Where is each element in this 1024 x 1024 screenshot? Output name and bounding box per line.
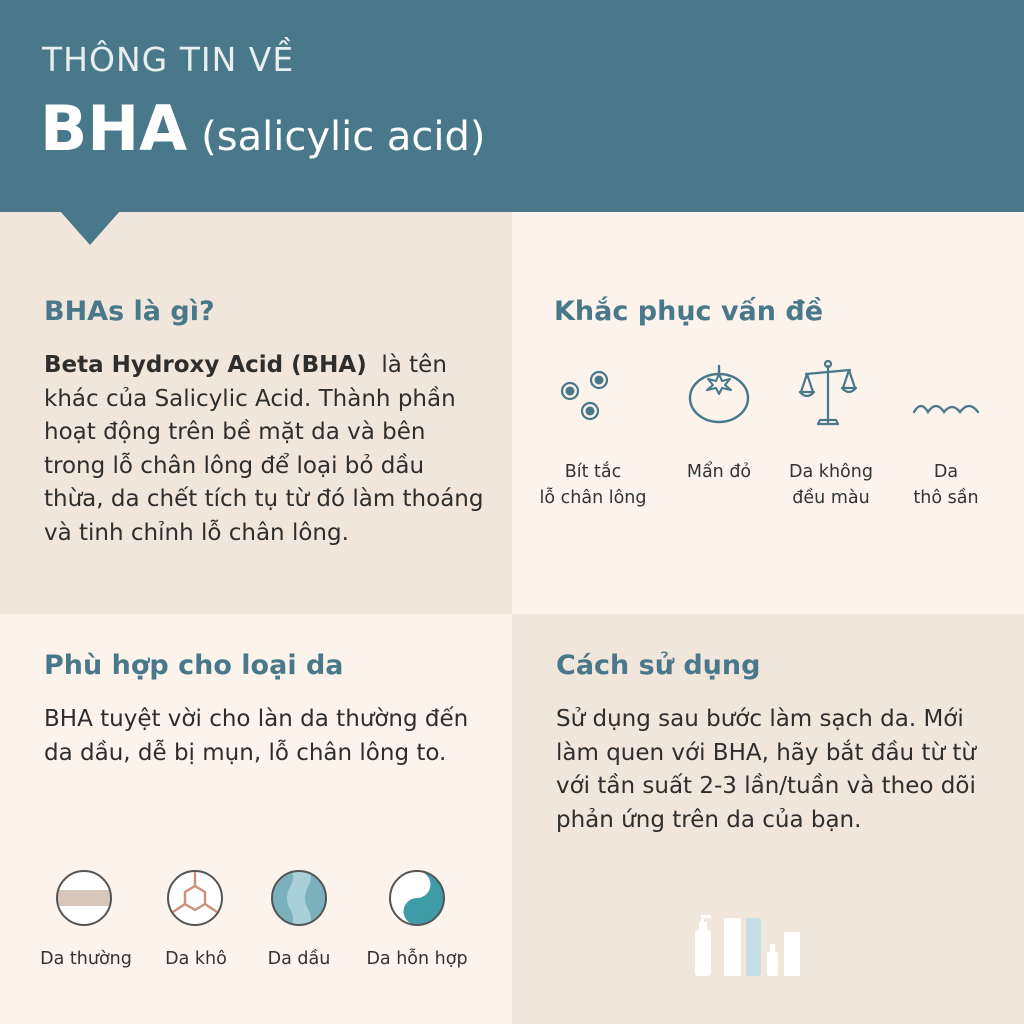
clogged-pores-icon (557, 367, 617, 427)
header-subtitle: THÔNG TIN VỀ (42, 40, 295, 79)
tomato-icon (686, 362, 752, 426)
section-problems (512, 212, 1024, 614)
what-is-bold-term: Beta Hydroxy Acid (BHA) (44, 352, 367, 378)
dry-skin-icon (164, 867, 226, 929)
skin-types-title: Phù hợp cho loại da (44, 650, 344, 681)
header-banner (0, 0, 1024, 212)
usage-text: Sử dụng sau bước làm sạch da. Mới làm quen với BHA, hãy bắt đầu từ từ với tần suất 2-3 lần/tuần và theo dõi phản ứng trên da của bạn. (556, 706, 976, 833)
problem-label-redness: Mẩn đỏ (686, 462, 752, 482)
skin-label-oily: Da dầu (267, 949, 331, 969)
skin-label-dry: Da khô (165, 949, 227, 969)
what-is-body: là tên khác của Salicylic Acid. Thành phần hoạt động trên bề mặt da và bên trong lỗ chân lông để loại bỏ dầu thừa, da chết tích tụ từ đó làm thoáng và tinh chỉnh lỗ chân lông. (44, 352, 484, 546)
section-usage (512, 614, 1024, 1024)
what-is-title: BHAs là gì? (44, 296, 215, 327)
skin-label-normal: Da thường (40, 949, 132, 969)
section-skin-types (0, 614, 512, 1024)
usage-title: Cách sử dụng (556, 650, 761, 681)
skincare-bottles-icon (688, 912, 828, 978)
combination-skin-icon (386, 867, 448, 929)
problem-label-uneven: Da không đều màu (789, 462, 873, 508)
title-main: BHA (40, 92, 188, 165)
skin-label-combination: Da hỗn hợp (366, 949, 468, 969)
header-pointer-decoration (60, 211, 120, 245)
what-is-text (44, 349, 484, 550)
scale-icon (798, 358, 858, 430)
title-suffix: (salicylic acid) (201, 114, 486, 160)
skin-types-text: BHA tuyệt vời cho làn da thường đến da dầu, dễ bị mụn, lỗ chân lông to. (44, 706, 469, 766)
rough-skin-icon (912, 396, 982, 422)
oily-skin-icon (268, 867, 330, 929)
page-title (40, 92, 486, 165)
problem-label-rough: Da thô sần (913, 462, 979, 508)
problems-title: Khắc phục vấn đề (554, 296, 824, 327)
normal-skin-icon (53, 867, 115, 929)
section-what-is (0, 212, 512, 614)
problem-label-clogged: Bít tắc lỗ chân lông (539, 462, 647, 508)
